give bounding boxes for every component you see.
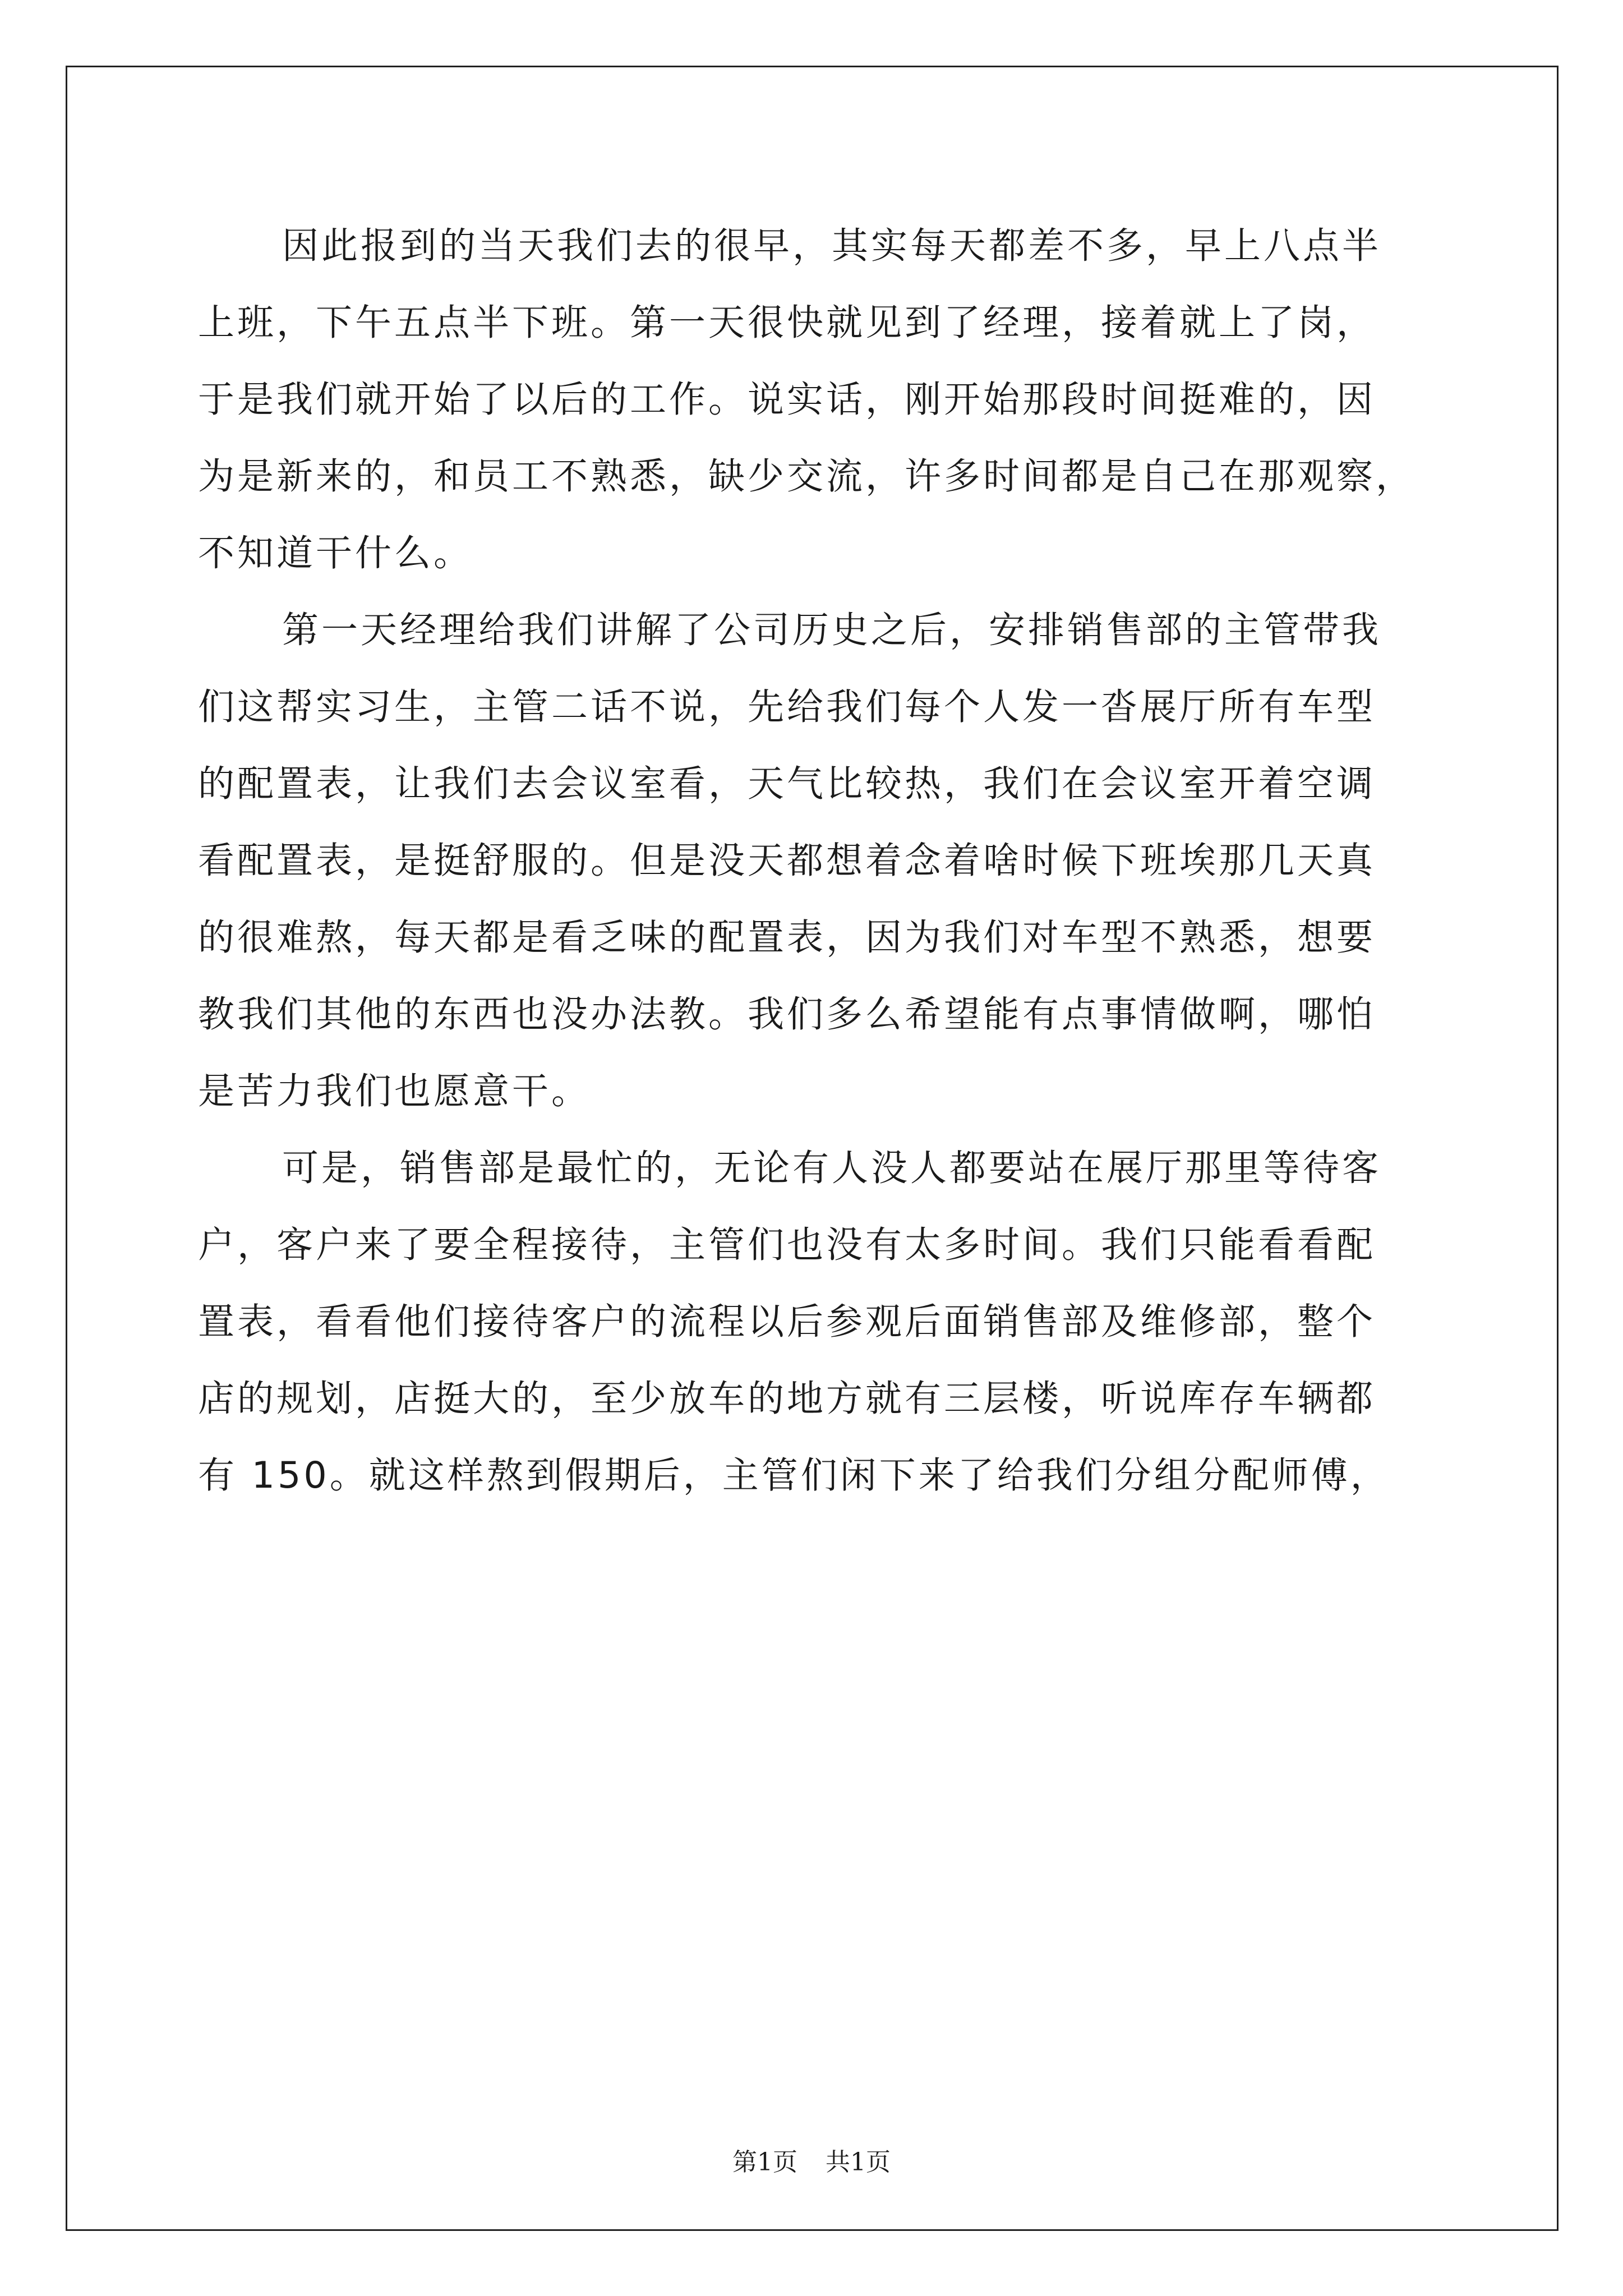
paragraph-1-line-2: 上班，下午五点半下班。第一天很快就见到了经理，接着就上了岗， — [198, 302, 1376, 344]
paragraph-3-line-2: 户，客户来了要全程接待，主管们也没有太多时间。我们只能看看配 — [198, 1224, 1376, 1266]
paragraph-3-line-3: 置表，看看他们接待客户的流程以后参观后面销售部及维修部，整个 — [198, 1301, 1376, 1343]
paragraph-2-line-5: 的很难熬，每天都是看乏味的配置表，因为我们对车型不熟悉，想要 — [198, 917, 1376, 959]
paragraph-2-line-7: 是苦力我们也愿意干。 — [198, 1070, 591, 1112]
paragraph-3-line-1: 可是，销售部是最忙的，无论有人没人都要站在展厅那里等待客 — [282, 1147, 1382, 1189]
page-number-total: 共1页 — [826, 2148, 891, 2177]
page-number-current: 第1页 — [732, 2148, 797, 2177]
paragraph-3-line-5: 有 150。就这样熬到假期后，主管们闲下来了给我们分组分配师傅， — [198, 1455, 1390, 1497]
paragraph-1-line-5: 不知道干什么。 — [198, 532, 473, 574]
paragraph-2-line-3: 的配置表，让我们去会议室看，天气比较热，我们在会议室开着空调 — [198, 763, 1376, 805]
paragraph-1-line-3: 于是我们就开始了以后的工作。说实话，刚开始那段时间挺难的，因 — [198, 379, 1376, 421]
page-footer — [0, 2142, 1623, 2178]
document-body — [198, 208, 1454, 1514]
paragraph-2-line-6: 教我们其他的东西也没办法教。我们多么希望能有点事情做啊，哪怕 — [198, 993, 1376, 1036]
paragraph-2-line-4: 看配置表，是挺舒服的。但是没天都想着念着啥时候下班埃那几天真 — [198, 840, 1376, 882]
paragraph-2-line-2: 们这帮实习生，主管二话不说，先给我们每个人发一沓展厅所有车型 — [198, 686, 1376, 728]
paragraph-2-line-1: 第一天经理给我们讲解了公司历史之后，安排销售部的主管带我 — [282, 609, 1382, 651]
paragraph-3-line-4: 店的规划，店挺大的，至少放车的地方就有三层楼，听说库存车辆都 — [198, 1378, 1376, 1420]
paragraph-1-line-1: 因此报到的当天我们去的很早，其实每天都差不多，早上八点半 — [282, 225, 1382, 267]
paragraph-1-line-4: 为是新来的，和员工不熟悉，缺少交流，许多时间都是自己在那观察， — [198, 455, 1415, 498]
